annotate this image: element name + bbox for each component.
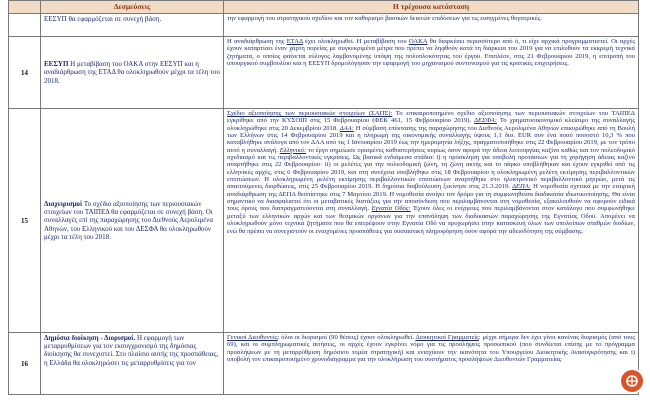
status-cell	[224, 109, 639, 333]
commitment-cell	[41, 333, 224, 395]
status-text: Το χρηματοοικονομικό κλείσιμο της συναλλαγής ολοκληρώθηκε στις 20 Δεκεμβρίου 2018.	[227, 117, 635, 132]
commitment-cell	[41, 37, 224, 109]
status-term: Ελληνικό:	[279, 146, 307, 154]
commitment-cell	[41, 109, 224, 333]
commitments-header: Δεσμεύσεις	[41, 1, 224, 14]
status-term: ΔΕΣΦΑ:	[474, 117, 497, 125]
status-text: θα διαρκέσει περισσότερο από ό, τι είχε αρχικά προγραμματιστεί. Οι αρχές έχουν καταρτίσει έναν χάρτη πορείας με συγκεκριμένα μέτρα που πρέπει να ληφθούν κατά τη διάρκεια του 2019 για να επιλυθούν τα εκκρεμή τεχνικά ζητήματα, ο οποίος φαίνεται εύλογος λαμβανομένης υπόψη της πολυπλοκότητας του έργου. Επιπλέον, στις 21 Φεβρουαρίου 2019, η επιτροπή του υπουργικού συμβουλίου και η ΕΕΣΥΠ δρομολόγησαν την εφαρμογή του μηχανισμού συντονισμού για τις κρατικές επιχειρήσεις.	[227, 38, 635, 68]
table-row	[9, 109, 639, 333]
status-text: Η νομοθεσία σχετικά με την εταιρική αναδιάρθρωση της ΔΕΠΑ θεσπίστηκε στις 7 Μαρτίου 2019. Η νομοθεσία ανοίγει τον δρόμο για τη συμφωνηθείσα διαδικασία ιδιωτικοποίησης. Θα είναι σημαντικό να διασφαλιστεί ότι οι μεταβατικές διατάξεις για την αποσύνδεση που περιλαμβάνονται στη νομοθεσία, εξακολουθούν να αφορούν ειδικά τους όρους που διαπραγματεύονται στη συναλλαγή.	[227, 183, 635, 213]
table-row	[9, 37, 639, 109]
commitment-cell: ΕΕΣΥΠ θα εφαρμόζεται σε συνεχή βάση.	[41, 14, 224, 37]
status-cell	[224, 333, 639, 395]
table-row	[9, 14, 639, 37]
status-text: : όλοι οι διορισμοί (90 θέσεις) έχουν ολοκληρωθεί.	[277, 334, 416, 341]
status-header: Η τρέχουσα κατάσταση	[224, 1, 639, 14]
status-term: ΔΕΠΑ:	[512, 183, 531, 191]
commitment-text: Η εφαρμογή των μεταρρυθμίσεων για τον εκσυγχρονισμό της δημόσιας διοίκησης θα συνεχιστεί. Στο πλαίσιο αυτής της προσπάθειας, η Ελλάδα θα ολοκληρώσει τις μεταρρυθμίσεις για τον	[44, 334, 219, 367]
status-text: το έργο σημείωσε ορισμένες καθυστερήσεις κυρίως όσον αφορά την άδεια λειτουργίας καζίνο καθώς και τον πολεοδομικό σχεδιασμό και τις περιβαλλοντικές εγκρίσεις. Ως βασικά ενδιάμεσα στάδια: i) η πρόσκληση για υποβολή προτάσεων για τη χορήγηση άδειας καζίνο αναρτήθηκε στις 22 Φεβρουαρίου· ii) οι μελέτες για την πολεοδομική ζώνη, τη ζώνη ακτής και το πάρκο υποβλήθηκαν και έχουν εγκριθεί από τις ελληνικές αρχές, στις 6 Φεβρουαρίου 2019, και στη συνέχεια υποβλήθηκε στις 18 Φεβρουαρίου η ολοκληρωμένη μελέτη εκτίμησης περιβαλλοντικών επιπτώσεων. Η ολοκληρωμένη μελέτη εκτίμησης περιβαλλοντικών επιπτώσεων αναρτήθηκε στο ηλεκτρονικό περιβαλλοντικό μητρώο, μετά τις απαιτούμενες διορθώσεις, στις 25 Φεβρουαρίου 2019. Η δημόσια διαβούλευση ξεκίνησε στις 21.3.2019.	[227, 146, 635, 191]
status-term: ΕΤΑΔ	[286, 38, 303, 45]
commitment-heading: ΕΕΣΥΠ	[44, 60, 69, 69]
logo-glyph-icon	[625, 374, 639, 388]
status-text: Το επικαιροποιημένο σχέδιο αξιοποίησης των περιουσιακών στοιχείων του ΤΑΙΠΕΔ εγκρίθηκε από την ΚΥΣΟΙΠ στις 15 Φεβρουαρίου (ΦΕΚ 461, 15 Φεβρουαρίου 2019).	[227, 110, 635, 125]
commitment-heading: Δημόσια διοίκηση - Διορισμοί.	[44, 334, 136, 342]
row-number-cell	[9, 14, 41, 37]
status-term: ΔΑΑ:	[339, 124, 354, 132]
status-text: Η αναδιάρθρωση της	[227, 38, 287, 45]
row-number: 15	[9, 109, 41, 333]
commitments-status-table	[8, 0, 639, 395]
status-term: Σχέδιο αξιοποίησης των περιουσιακών στοιχείων (ΣΑΠΣ):	[227, 110, 393, 117]
status-term: ΟΑΚΑ	[408, 38, 428, 45]
status-text: έχει ολοκληρωθεί. Η μεταβίβαση του	[302, 38, 409, 45]
status-cell	[224, 37, 639, 109]
commitment-heading: Διαχειρισμοί	[44, 199, 83, 208]
status-text: : μέχρι σήμερα δεν έχει γίνει κανένας διορισμός (από τους 69), και οι συμπληρωματικές αιτήσεις, οι αρχές έχουν εγκρίνει νόμο για τις προσλήψεις προσωπικού (που συνδέεται επίσης με το πρόγραμμα προσλήψεων με τη μεταρρύθμιση δημόσιου τομέα στρατηγική) και ενισχύουν την ικανότητα του Υπουργείου Διοικητικής Ανασυγκρότησης και i) υποβολή τον επικαιροποιημένο χρονοδιάγραμμα για την ολοκλήρωση του συστήματος προσλήψεων Διευθυντών Γραμματείας	[227, 334, 635, 364]
row-number: 16	[9, 333, 41, 395]
status-term: Διοικητικοί Γραμματείς	[415, 334, 479, 341]
status-term: Γενικοί Διευθυντές	[227, 334, 278, 341]
status-cell: την εφαρμογή του στρατηγικού σχεδίου και τον καθορισμό βασικών δεικτών επιδόσεων για τις εισηγμένες θυγατρικές.	[224, 14, 639, 37]
table-row	[9, 333, 639, 395]
commitment-text: Το σχέδιο αξιοποίησης των περιουσιακών στοιχείων του ΤΑΙΠΕΔ θα εφαρμόζεται σε συνεχή βάση. Οι συναλλαγές επί της παραχώρησης του Διεθνούς Αερολιμένα Αθηνών, του Ελληνικού και του ΔΕΣΦΑ θα ολοκληρωθούν μέχρι τα τέλη του 2018.	[44, 199, 214, 241]
brand-logo-icon	[621, 370, 643, 392]
table-header-row	[9, 1, 639, 14]
commitment-text: Η μεταβίβαση του ΟΑΚΑ στην ΕΕΣΥΠ και η αναδιάρθρωση της ΕΤΑΔ θα ολοκληρωθούν μέχρι τα τέλη του 2018.	[44, 60, 220, 85]
status-text: Έχουν όλες οι ενέργειες που περιλαμβάνονται στον κατάλογο που συμφωνήθηκε μεταξύ των ελληνικών αρχών και των θεσμικών οργάνων για την επανάληψη των διαδικασιών παραχώρησης της Εγνατίας Οδού. Απομένει να ολοκληρωθούν μόνο τεχνικά ζητήματα που θα επιτρέψουν στην Εγνατία Οδό να προχωρήσει στην κατασκευή όλων των υπολοίπων σταθμών διοδίων, ενώ θα πρέπει να συνεχιστούν οι ενισχυμένες προσπάθειες για ουσιαστική πληροφόρηση όσον αφορά την αδειοδότηση της σύμβασης.	[227, 205, 635, 235]
row-number: 14	[9, 37, 41, 109]
status-text: Η σύμβαση επέκτασης της παραχώρησης του Διεθνούς Αερολιμένα Αθηνών επικυρώθηκε από τη Βουλή των Ελλήνων στις 14 Φεβρουαρίου 2019 και η πληρωμή της οικονομικής συναλλαγής ύψους 1,1 δισ. EUR συν ένα ποσό ποσοστό 10,3 % που καταβλήθηκε ανάλογα από τον ΔΑΑ από τις 1 Ιανουαρίου 2019 έως την ημερομηνία λήξης, πραγματοποιήθηκε στις 22 Φεβρουαρίου 2019, με τον τρόπο αυτό η συναλλαγή.	[227, 124, 636, 154]
number-header	[9, 1, 41, 14]
status-term: Εγνατία Οδός:	[371, 205, 411, 213]
